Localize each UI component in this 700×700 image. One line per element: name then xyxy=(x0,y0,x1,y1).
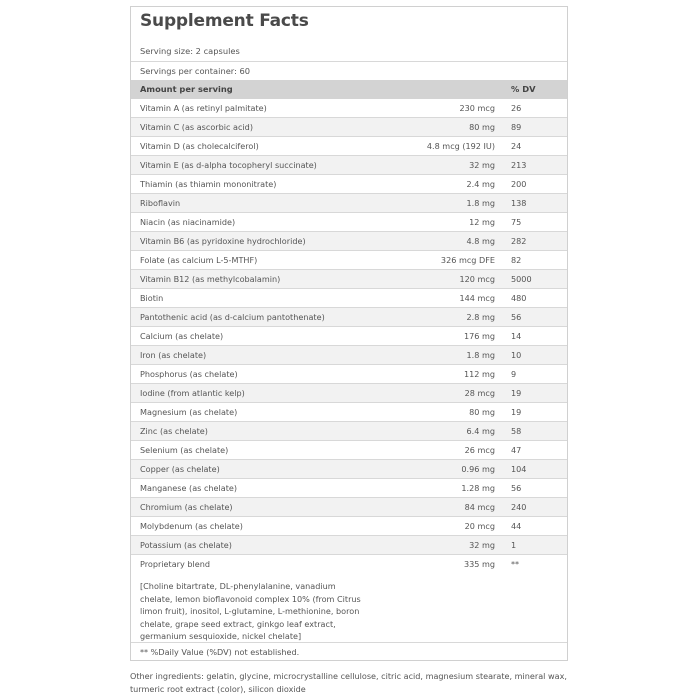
nutrient-amount: 12 mg xyxy=(469,217,495,227)
proprietary-amount: 335 mg xyxy=(463,559,495,569)
table-row xyxy=(131,536,567,555)
proprietary-blend-row xyxy=(131,555,567,643)
table-row xyxy=(131,346,567,365)
table-row xyxy=(131,517,567,536)
table-row xyxy=(131,308,567,327)
nutrient-amount: 32 mg xyxy=(469,160,495,170)
nutrient-dv: 1 xyxy=(511,540,517,550)
nutrient-name: Manganese (as chelate) xyxy=(140,483,238,493)
nutrient-table xyxy=(131,99,567,555)
nutrient-amount: 230 mcg xyxy=(459,103,495,113)
header-dv: % DV xyxy=(511,84,536,94)
nutrient-name: Calcium (as chelate) xyxy=(140,331,224,341)
table-row xyxy=(131,270,567,289)
table-row xyxy=(131,156,567,175)
nutrient-name: Vitamin D (as cholecalciferol) xyxy=(140,141,259,151)
nutrient-dv: 213 xyxy=(511,160,527,170)
table-row xyxy=(131,327,567,346)
nutrient-dv: 138 xyxy=(511,198,527,208)
nutrient-dv: 56 xyxy=(511,312,522,322)
nutrient-amount: 0.96 mg xyxy=(461,464,495,474)
nutrient-dv: 19 xyxy=(511,407,522,417)
supplement-facts-panel xyxy=(130,6,568,661)
nutrient-dv: 480 xyxy=(511,293,527,303)
nutrient-amount: 1.8 mg xyxy=(466,350,495,360)
nutrient-dv: 9 xyxy=(511,369,517,379)
nutrient-name: Thiamin (as thiamin mononitrate) xyxy=(140,179,277,189)
nutrient-name: Biotin xyxy=(140,293,164,303)
nutrient-dv: 26 xyxy=(511,103,522,113)
nutrient-dv: 24 xyxy=(511,141,522,151)
nutrient-name: Vitamin E (as d-alpha tocopheryl succinate) xyxy=(140,160,317,170)
nutrient-dv: 200 xyxy=(511,179,527,189)
nutrient-dv: 14 xyxy=(511,331,522,341)
table-row xyxy=(131,118,567,137)
table-row xyxy=(131,422,567,441)
nutrient-amount: 144 mcg xyxy=(459,293,495,303)
nutrient-name: Pantothenic acid (as d-calcium pantothenate) xyxy=(140,312,325,322)
table-row xyxy=(131,498,567,517)
nutrient-amount: 2.4 mg xyxy=(466,179,495,189)
table-row xyxy=(131,441,567,460)
proprietary-description: [Choline bitartrate, DL-phenylalanine, vanadium chelate, lemon bioflavonoid complex 10% (from Citrus limon fruit), inositol, L-glutamine, L-methionine, boron chelate, grape seed extract, ginkgo leaf extract, germanium sesquioxide, nickel chelate] xyxy=(140,581,361,641)
nutrient-name: Folate (as calcium L-5-MTHF) xyxy=(140,255,258,265)
table-row xyxy=(131,479,567,498)
table-row xyxy=(131,194,567,213)
table-row xyxy=(131,175,567,194)
proprietary-name: Proprietary blend xyxy=(140,559,210,569)
nutrient-dv: 282 xyxy=(511,236,527,246)
nutrient-name: Chromium (as chelate) xyxy=(140,502,233,512)
nutrient-name: Vitamin A (as retinyl palmitate) xyxy=(140,103,267,113)
nutrient-amount: 84 mcg xyxy=(464,502,495,512)
nutrient-dv: 82 xyxy=(511,255,522,265)
dv-footnote: ** %Daily Value (%DV) not established. xyxy=(140,647,300,657)
nutrient-name: Phosphorus (as chelate) xyxy=(140,369,238,379)
nutrient-dv: 56 xyxy=(511,483,522,493)
nutrient-amount: 1.28 mg xyxy=(461,483,495,493)
nutrient-name: Iodine (from atlantic kelp) xyxy=(140,388,245,398)
proprietary-dv: ** xyxy=(511,559,520,569)
table-row xyxy=(131,403,567,422)
table-row xyxy=(131,99,567,118)
nutrient-amount: 80 mg xyxy=(469,122,495,132)
table-row xyxy=(131,232,567,251)
table-row xyxy=(131,289,567,308)
nutrient-dv: 104 xyxy=(511,464,527,474)
nutrient-amount: 4.8 mg xyxy=(466,236,495,246)
nutrient-name: Magnesium (as chelate) xyxy=(140,407,238,417)
servings-per-container: Servings per container: 60 xyxy=(131,61,567,80)
nutrient-name: Niacin (as niacinamide) xyxy=(140,217,236,227)
table-row xyxy=(131,251,567,270)
nutrient-amount: 120 mcg xyxy=(459,274,495,284)
nutrient-name: Potassium (as chelate) xyxy=(140,540,232,550)
nutrient-dv: 47 xyxy=(511,445,522,455)
nutrient-name: Molybdenum (as chelate) xyxy=(140,521,243,531)
nutrient-name: Selenium (as chelate) xyxy=(140,445,229,455)
table-row xyxy=(131,137,567,156)
nutrient-amount: 80 mg xyxy=(469,407,495,417)
nutrient-amount: 28 mcg xyxy=(464,388,495,398)
nutrient-dv: 10 xyxy=(511,350,522,360)
nutrient-name: Vitamin C (as ascorbic acid) xyxy=(140,122,253,132)
header-amount: Amount per serving xyxy=(140,84,233,94)
nutrient-name: Iron (as chelate) xyxy=(140,350,207,360)
nutrient-dv: 75 xyxy=(511,217,522,227)
nutrient-dv: 240 xyxy=(511,502,527,512)
nutrient-amount: 6.4 mg xyxy=(466,426,495,436)
nutrient-amount: 4.8 mcg (192 IU) xyxy=(426,141,495,151)
nutrient-name: Copper (as chelate) xyxy=(140,464,220,474)
table-row xyxy=(131,384,567,403)
nutrient-dv: 89 xyxy=(511,122,522,132)
nutrient-amount: 112 mg xyxy=(463,369,495,379)
nutrient-amount: 1.8 mg xyxy=(466,198,495,208)
nutrient-name: Zinc (as chelate) xyxy=(140,426,208,436)
nutrient-amount: 26 mcg xyxy=(464,445,495,455)
table-row xyxy=(131,460,567,479)
table-row xyxy=(131,213,567,232)
nutrient-name: Riboflavin xyxy=(140,198,181,208)
nutrient-amount: 326 mcg DFE xyxy=(440,255,495,265)
nutrient-dv: 58 xyxy=(511,426,522,436)
nutrient-dv: 19 xyxy=(511,388,522,398)
nutrient-dv: 44 xyxy=(511,521,522,531)
nutrient-amount: 20 mcg xyxy=(464,521,495,531)
nutrient-name: Vitamin B12 (as methylcobalamin) xyxy=(140,274,281,284)
serving-size: Serving size: 2 capsules xyxy=(140,46,240,56)
nutrient-name: Vitamin B6 (as pyridoxine hydrochloride) xyxy=(140,236,306,246)
nutrient-amount: 176 mg xyxy=(463,331,495,341)
nutrient-dv: 5000 xyxy=(511,274,532,284)
table-header xyxy=(131,80,567,99)
table-row xyxy=(131,365,567,384)
panel-title: Supplement Facts xyxy=(140,11,309,31)
nutrient-amount: 32 mg xyxy=(469,540,495,550)
nutrient-amount: 2.8 mg xyxy=(466,312,495,322)
other-ingredients: Other ingredients: gelatin, glycine, microcrystalline cellulose, citric acid, magnesium stearate, mineral wax, turmeric root extract (color), silicon dioxide xyxy=(130,671,567,694)
